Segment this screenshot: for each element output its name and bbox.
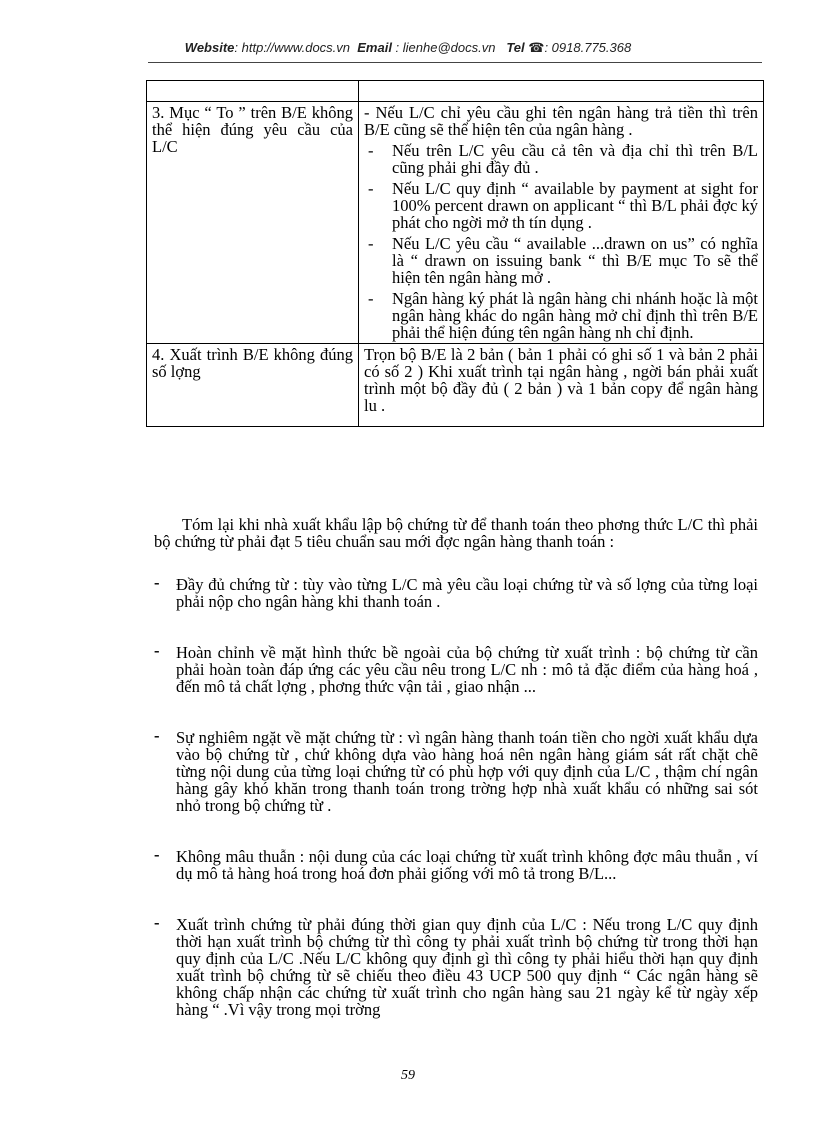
dash-bullet-icon: - (154, 913, 160, 932)
list-item: - Nếu L/C quy định “ available by payment at sight for 100% percent drawn on applicant “ thì B/L phải đợc ký phát cho ngời mở th tín dụng . (368, 179, 758, 232)
page-header (0, 40, 816, 56)
table-cell-explanation (359, 344, 764, 427)
list-item: - Ngân hàng ký phát là ngân hàng chi nhánh hoặc là một ngân hàng khác do ngân hàng mở chỉ định thì trên B/E phải thể hiện đúng tên ngân hàng nh chỉ định. (368, 289, 758, 342)
header-divider (148, 62, 762, 63)
website-url[interactable]: : http://www.docs.vn (234, 40, 351, 55)
discrepancy-table (146, 80, 764, 427)
list-item: - Xuất trình chứng từ phải đúng thời gian quy định của L/C : Nếu trong L/C quy định thời hạn xuất trình bộ chứng từ thì công ty phải xuất trình bộ chứng từ trong thời hạn quy định của L/C .Nếu L/C không quy định gì thì công ty phải hiểu thời hạn quy định xuất trình bộ chứng từ sẽ chiếu theo điều 43 UCP 500 quy định “ Các ngân hàng sẽ không chấp nhận các chứng từ xuất trình cho ngân hàng sau 21 ngày kể từ ngày xếp hàng “ .Vì vậy trong mọi trờng (154, 913, 758, 1019)
table-cell-explanation (359, 102, 764, 344)
table-cell-empty (147, 81, 359, 102)
intro-paragraph: Tóm lại khi nhà xuất khẩu lập bộ chứng từ để thanh toán theo phơng thức L/C thì phải bộ chứng từ phải đạt 5 tiêu chuẩn sau mới đợc ngân hàng thanh toán : (154, 515, 758, 551)
dash-bullet-icon: - (368, 179, 374, 198)
list-item: - Không mâu thuẫn : nội dung của các loại chứng từ xuất trình không đợc mâu thuẫn , ví dụ mô tả hàng hoá trong hoá đơn phải giống với mô tả trong B/L... (154, 845, 758, 883)
table-row (147, 102, 764, 344)
table-cell-issue: 4. Xuất trình B/E không đúng số lợng (147, 344, 359, 427)
list-item: - Nếu trên L/C yêu cầu cả tên và địa chỉ thì trên B/L cũng phải ghi đầy đủ . (368, 141, 758, 177)
list-item: - Nếu L/C yêu cầu “ available ...drawn on us” có nghĩa là “ drawn on issuing bank “ thì B/E mục To sẽ thể hiện tên ngân hàng mở . (368, 234, 758, 287)
tel-label: Tel (506, 40, 525, 55)
dash-bullet-icon: - (154, 726, 160, 745)
dash-bullet-icon: - (368, 234, 374, 253)
table-row (147, 81, 764, 102)
dash-bullet-icon: - (154, 641, 160, 660)
table-row (147, 344, 764, 427)
explanation-lead: - Nếu L/C chỉ yêu cầu ghi tên ngân hàng trả tiền thì trên B/E cũng sẽ thể hiện tên của ngân hàng . (364, 103, 758, 139)
table-cell-empty (359, 81, 764, 102)
table-cell-issue: 3. Mục “ To ” trên B/E không thể hiện đúng yêu cầu của L/C (147, 102, 359, 344)
tel-number: : 0918.775.368 (544, 40, 632, 55)
website-label: Website (184, 40, 235, 55)
dash-bullet-icon: - (368, 289, 374, 308)
list-item: - Sự nghiêm ngặt về mặt chứng từ : vì ngân hàng thanh toán tiền cho ngời xuất khẩu dựa vào bộ chứng từ , chứ không dựa vào hàng hoá nên ngân hàng giám sát rất chặt chẽ từng nội dung của từng loại chứng từ có phù hợp với quy định của L/C , thậm chí ngân hàng gây khó khăn trong thanh toán trong trờng hợp nhà xuất khẩu có những sai sót nhỏ trong bộ chứng từ . (154, 726, 758, 815)
dash-bullet-icon: - (154, 845, 160, 864)
dash-bullet-icon: - (154, 573, 160, 592)
list-item: - Đầy đủ chứng từ : tùy vào từng L/C mà yêu cầu loại chứng từ và số lợng của từng loại phải nộp cho ngân hàng khi thanh toán . (154, 573, 758, 611)
email-label: Email (357, 40, 392, 55)
list-item: - Hoàn chỉnh về mặt hình thức bề ngoài của bộ chứng từ xuất trình : bộ chứng từ cần phải hoàn toàn đáp ứng các yêu cầu nêu trong L/C nh : mô tả đặc điểm của hàng hoá , đến mô tả chất lợng , phơng thức vận tải , giao nhận ... (154, 641, 758, 696)
email-address[interactable]: : lienhe@docs.vn (391, 40, 496, 55)
explanation-lead: Trọn bộ B/E là 2 bản ( bản 1 phải có ghi số 1 và bản 2 phải có số 2 ) Khi xuất trình tại ngân hàng , ngời bán phải xuất trình một bộ đầy đủ ( 2 bản ) và 1 bản copy để ngân hàng lu . (364, 345, 758, 415)
dash-bullet-icon: - (368, 141, 374, 160)
page-number: 59 (401, 1068, 415, 1083)
phone-icon: ☎ (528, 40, 545, 55)
body-text (154, 516, 758, 1018)
